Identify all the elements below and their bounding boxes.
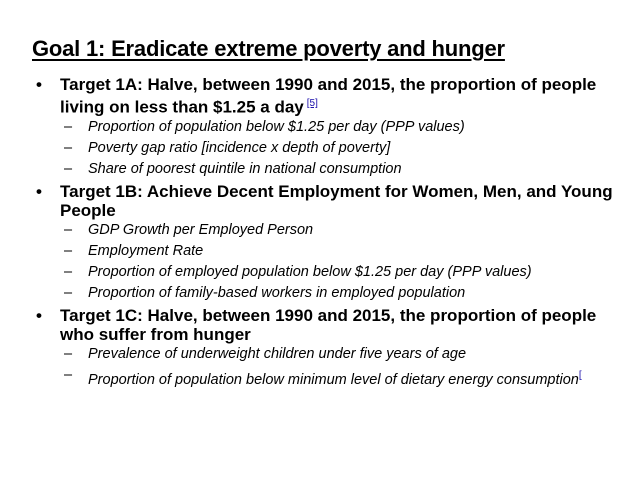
indicator-item bbox=[36, 285, 626, 302]
indicator-item bbox=[36, 161, 626, 178]
bullet-icon: • bbox=[36, 305, 42, 325]
indicator-item bbox=[36, 243, 626, 260]
slide-content bbox=[36, 72, 626, 392]
dash-icon: – bbox=[64, 139, 73, 156]
target-1a bbox=[36, 75, 626, 117]
indicator-text: Poverty gap ratio [incidence x depth of poverty] bbox=[88, 139, 391, 156]
target-1a-text: Target 1A: Halve, between 1990 and 2015, the proportion of people living on less than $1.25 a day bbox=[60, 75, 597, 117]
indicator-text: Share of poorest quintile in national consumption bbox=[88, 160, 402, 177]
dash-icon: – bbox=[64, 366, 73, 383]
reference-link-5[interactable]: [5] bbox=[306, 98, 318, 109]
dash-icon: – bbox=[64, 263, 73, 280]
indicator-text: Prevalence of underweight children under five years of age bbox=[88, 345, 467, 362]
dash-icon: – bbox=[64, 284, 73, 301]
target-1b bbox=[36, 182, 626, 220]
indicator-text: Proportion of family-based workers in employed population bbox=[88, 284, 466, 301]
dash-icon: – bbox=[64, 345, 73, 362]
indicator-text: Proportion of employed population below $1.25 per day (PPP values) bbox=[88, 263, 532, 280]
indicator-item bbox=[36, 222, 626, 239]
target-1c-indicators bbox=[36, 346, 626, 389]
indicator-item bbox=[36, 346, 626, 363]
target-1b-indicators bbox=[36, 222, 626, 302]
bullet-icon: • bbox=[36, 181, 42, 201]
indicator-text: Proportion of population below minimum level of dietary energy consumption bbox=[88, 371, 579, 388]
target-1a-indicators bbox=[36, 119, 626, 178]
dash-icon: – bbox=[64, 118, 73, 135]
bullet-icon: • bbox=[36, 75, 42, 94]
indicator-item bbox=[36, 140, 626, 157]
dash-icon: – bbox=[64, 221, 73, 238]
slide-title: Goal 1: Eradicate extreme poverty and hunger bbox=[32, 36, 505, 61]
indicator-text: Proportion of population below $1.25 per day (PPP values) bbox=[88, 118, 465, 135]
indicator-text: GDP Growth per Employed Person bbox=[88, 221, 314, 238]
target-1c-text: Target 1C: Halve, between 1990 and 2015, the proportion of people who suffer from hunger bbox=[60, 305, 597, 344]
dash-icon: – bbox=[64, 242, 73, 259]
dash-icon: – bbox=[64, 160, 73, 177]
indicator-item bbox=[36, 264, 626, 281]
target-1b-text: Target 1B: Achieve Decent Employment for Women, Men, and Young People bbox=[60, 181, 613, 220]
indicator-item bbox=[36, 119, 626, 136]
target-1c bbox=[36, 306, 626, 344]
indicator-item bbox=[36, 367, 626, 389]
indicator-text: Employment Rate bbox=[88, 242, 204, 259]
reference-link[interactable]: [ bbox=[578, 369, 582, 381]
